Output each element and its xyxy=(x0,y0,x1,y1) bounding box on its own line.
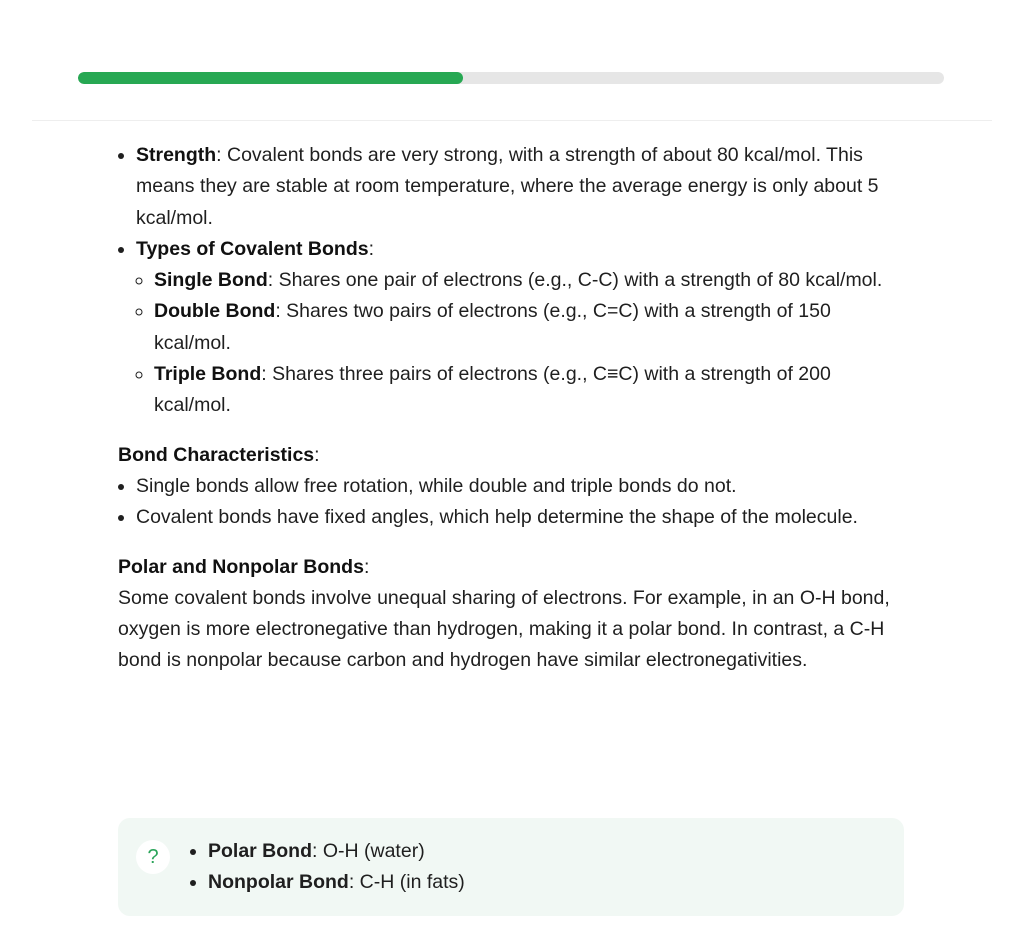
list-item: • Single bonds allow free rotation, while double and triple bonds do not. xyxy=(136,471,908,502)
list-item xyxy=(154,359,908,422)
bullet-text: : Covalent bonds are very strong, with a strength of about 80 kcal/mol. This means they are stable at room temperature, where the average energy is only about 5 kcal/mol. xyxy=(136,144,879,229)
polar-nonpolar-heading xyxy=(118,552,908,583)
bond-type-term: Triple Bond xyxy=(154,363,262,386)
list-item xyxy=(136,234,908,422)
example-text: : O-H (water) xyxy=(312,840,425,862)
example-text: : C-H (in fats) xyxy=(348,871,465,894)
heading-colon: : xyxy=(363,555,370,578)
list-item xyxy=(208,867,465,898)
heading-text: Bond Characteristics xyxy=(118,443,315,466)
list-item xyxy=(136,140,908,234)
list-item xyxy=(154,265,908,296)
example-term: Nonpolar Bond xyxy=(208,871,349,894)
progress-fill xyxy=(78,72,463,84)
bullet-text: : xyxy=(368,237,375,260)
progress-bar xyxy=(78,72,944,84)
list-item xyxy=(208,836,465,867)
bond-characteristics-list xyxy=(118,471,908,534)
bond-type-text: : Shares three pairs of electrons (e.g., C≡C) with a strength of 200 kcal/mol. xyxy=(154,363,831,417)
bond-type-text: : Shares one pair of electrons (e.g., C-C) with a strength of 80 kcal/mol. xyxy=(267,269,883,292)
example-term: Polar Bond xyxy=(208,840,313,862)
lesson-content xyxy=(118,140,908,677)
bond-type-term: Double Bond xyxy=(154,300,276,323)
bond-type-term: Single Bond xyxy=(154,269,268,292)
list-item xyxy=(154,296,908,359)
question-icon[interactable]: ? xyxy=(136,840,170,874)
heading-colon: : xyxy=(314,443,320,466)
divider xyxy=(32,120,992,121)
bond-characteristics-heading xyxy=(118,440,908,471)
polar-paragraph: Some covalent bonds involve unequal sharing of electrons. For example, in an O-H bond, oxygen is more electronegative than hydrogen, making it a polar bond. In contrast, a C-H bond is nonpolar because carbon and hydrogen have similar electronegativities. xyxy=(118,586,890,672)
intro-bullet-list xyxy=(118,140,908,422)
bullet-term: Types of Covalent Bonds xyxy=(136,237,369,260)
example-callout xyxy=(118,818,904,916)
bullet-term: Strength xyxy=(136,144,217,166)
heading-text: Polar and Nonpolar Bonds xyxy=(118,555,364,578)
bond-types-list xyxy=(136,265,908,421)
example-list xyxy=(188,836,465,899)
bond-type-text: : Shares two pairs of electrons (e.g., C=C) with a strength of 150 kcal/mol. xyxy=(154,300,831,354)
list-item: • Covalent bonds have fixed angles, which help determine the shape of the molecule. xyxy=(136,502,908,533)
